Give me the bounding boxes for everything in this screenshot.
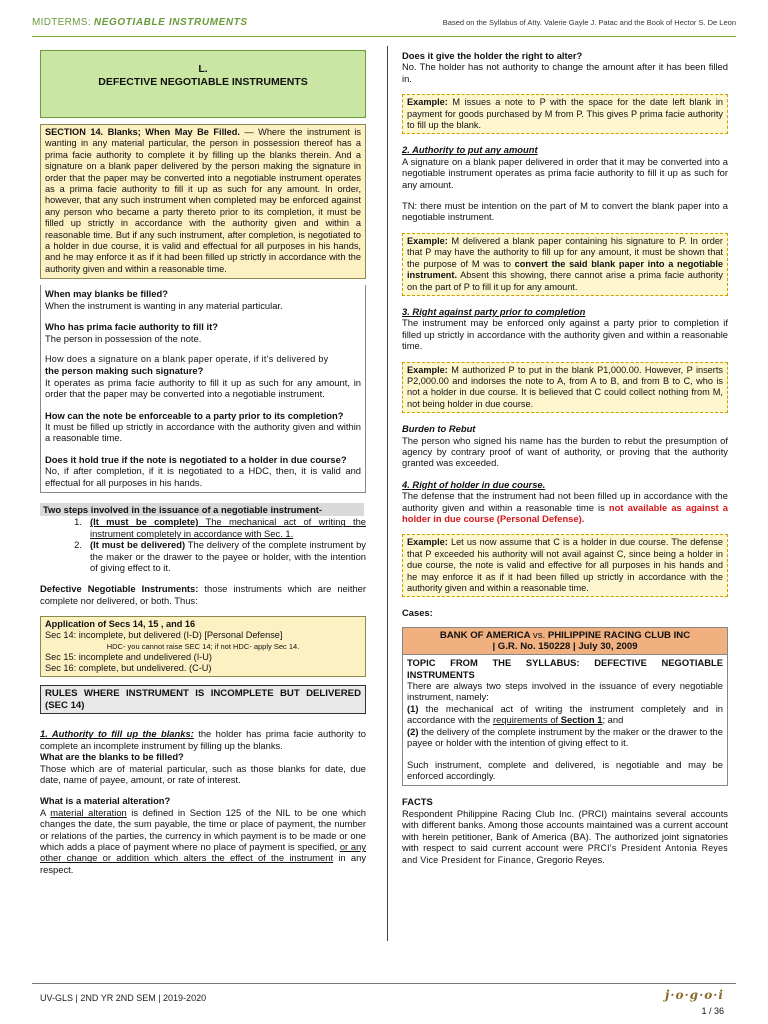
facts-text: Respondent Philippine Racing Club Inc. (PRCI) maintains several accounts with different banks. Among those accounts maintained was a current account with herein petitioner, Bank of America (BA). The authorized joint signatories with respect to said current account were PRCI's President Antonia Reyes and Vice President for Finance, Gregorio Reyes. [402,807,728,866]
list-item: 1. (It must be complete) The mechanical act of writing the instrument completely in accordance with Sec. 1. [74,516,366,539]
application-line: Sec 15: incomplete and undelivered (I-U) [45,652,212,663]
application-note: HDC- you cannot raise SEC 14; if not HDC- apply Sec 14. [106,642,300,652]
answer: When the instrument is wanting in any material particular. [45,299,283,311]
rule-2-text: A signature on a blank paper delivered in order that it may be converted into a negotiable instrument operates as prima facie authority to fill it up as such for any amount. [402,155,728,190]
header-source: Based on the Syllabus of Atty. Valerie Gayle J. Patac and the Book of Hector S. De Leon [442,18,736,27]
case-body [402,655,728,786]
page-header [32,17,736,33]
application-title: Application of Secs 14, 15 , and 16 [45,619,196,630]
case-gr-number: | G.R. No. 150228 | July 30, 2009 [492,641,638,653]
facts-head: FACTS [402,796,433,808]
rule-1-head: 1. Authority to fill up the blanks: [40,728,194,740]
section-number: L. [198,63,208,75]
defective-text: those instruments which are neither complete nor delivered, or both. Thus: [40,583,366,606]
burden-head: Burden to Rebut [402,423,476,435]
steps-list [40,516,366,573]
question: What is a material alteration? [40,795,171,807]
footer-text: UV-GLS | 2ND YR 2ND SEM | 2019-2020 [40,993,207,1003]
answer: Those which are of material particular, such as those blanks for date, due date, name of payee, amount, or rate of interest. [40,762,366,786]
section-title-box [40,50,366,118]
rules-title: RULES WHERE INSTRUMENT IS INCOMPLETE BUT DELIVERED (SEC 14) [40,685,366,714]
page-number: 1 / 36 [701,1006,724,1016]
question: What are the blanks to be filled? [40,751,184,763]
answer: A material alteration is defined in Section 125 of the NIL to be one which changes the date, the sum payable, the time or place of payment, the number or relations of the parties, the currency in which payment is to be made or one which adds a place of payment where no place of payment is specified, or any other change or addition which alters the effect of the instrument in any respect. [40,806,367,875]
answer: It must be filled up strictly in accordance with the authority given and within a reasonable time. [45,420,361,444]
section-14-box [40,124,366,279]
rule-4-head: 4. Right of holder in due course. [402,478,546,490]
question: Who has prima facie authority to fill it? [45,321,218,333]
teacher-note: TN: there must be intention on the part of M to convert the blank paper into a negotiable instrument. [402,200,728,223]
defective-head: Defective Negotiable Instruments: [40,583,199,595]
application-line: Sec 14: incomplete, but delivered (I-D) [Personal Defense] [45,630,283,641]
header-course: MIDTERMS: NEGOTIABLE INSTRUMENTS [32,17,248,28]
case-conclusion: Such instrument, complete and delivered, is negotiable and may be enforced accordingly. [407,758,723,781]
case-header: BANK OF AMERICA vs. PHILIPPINE RACING CLUB INC | G.R. No. 150228 | July 30, 2009 [402,627,728,655]
rule-3-text: The instrument may be enforced only against a party prior to completion if filled up strictly in accordance with the authority given and within a reasonable time. [402,317,728,352]
rule-2-head: 2. Authority to put any amount [402,144,538,156]
answer: It operates as prima facie authority to fill it up as such for any amount, in order that the paper may be converted into a negotiable instrument. [45,376,361,400]
topic-step: (2) the delivery of the complete instrument by the maker or the drawer to the payee or holder with the intention of giving effect to it. [407,725,723,749]
cases-label: Cases: [402,607,433,619]
rule-3-head: 3. Right against party prior to completion [402,305,586,317]
topic-text: There are always two steps involved in the issuance of every negotiable instrument, namely: [407,680,723,703]
answer: No. The holder has not authority to change the amount after it has been filled in. [402,61,728,84]
question: the person making such signature? [45,365,204,377]
answer: No, if after completion, if it is negotiated to a HDC, then, it is valid and effectual for all purposes in his hands. [45,465,361,488]
rule-4-text: The defense that the instrument had not been filled up in accordance with the authority given and within a reasonable time is not available as against a holder in due course (Personal Defense). [402,490,728,524]
footer-divider [32,983,736,984]
qa-box [40,285,366,493]
section-14-label: SECTION 14. Blanks; When May Be Filled. [45,127,240,137]
steps-title: Two steps involved in the issuance of a negotiable instrument- [40,503,364,516]
header-subject: NEGOTIABLE INSTRUMENTS [93,17,248,28]
application-line: Sec 16: complete, but undelivered. (C-U) [45,663,212,674]
topic-head: TOPIC FROM THE SYLLABUS: DEFECTIVE NEGOTIABLE INSTRUMENTS [407,657,723,680]
column-divider [387,46,388,941]
burden-text: The person who signed his name has the burden to rebut the presumption of agency by contrary proof of want of authority, or proving that the authority granted was exceeded. [402,434,728,469]
list-item: 2. (It must be delivered) The delivery of the complete instrument by the maker or the drawer to the payee or holder, with the intention of giving effect to it. [74,539,366,573]
example-box: Example: M delivered a blank paper containing his signature to P. In order that P may have the authority to fill up for any amount, it must be shown that the purpose of M was to convert the said blank paper into a negotiable instrument. Absent this showing, there cannot arise a prima facie authority on the part of P to fill it up for any amount. [402,233,728,296]
answer: The person in possession of the note. [45,332,202,344]
section-14-text: — Where the instrument is wanting in any material particular, the person in possession thereof has a prima facie authority to complete it by filling up the blanks therein. And a signature on a blank paper delivered by the person making the signature in order that the paper may be converted into a negotiable instrument operates as a prima facie authority to fill it up as such for any amount. In order, however, that any such instrument when completed may be enforced against any person who became a party thereto prior to its completion, it must be filled up strictly in accordance with the authority given and within a reasonable time. But if any such instrument, after completion, is negotiated to a holder in due course, it is valid and effectual for all purposes in his hands, and he may enforce it as if it had been filled up strictly in accordance with the authority given and within a reasonable time. [45,127,362,274]
right-column [402,50,728,867]
left-column [40,50,366,875]
question: How does a signature on a blank paper operate, if it's delivered by [45,353,329,364]
example-box: Example: Let us now assume that C is a holder in due course. The defense that P exceeded his authority will not avail against C, since being a holder in due course, the note is valid and effective for all purposes in his hands and he may enforce it as if it had been filled up strictly in accordance with the authority given and within a reasonable time. [402,534,728,597]
question: When may blanks be filled? [45,288,168,300]
question: Does it hold true if the note is negotiated to a holder in due course? [45,453,347,465]
section-title: DEFECTIVE NEGOTIABLE INSTRUMENTS [98,76,308,88]
topic-step: (1) the mechanical act of writing the instrument completely and in accordance with the requirements of Section 1; and [407,702,723,726]
question: How can the note be enforceable to a party prior to its completion? [45,409,344,421]
example-box: Example: M authorized P to put in the blank P1,000.00. However, P inserts P2,000.00 and indorses the note to A, from A to B, and from B to C, who is not a holder in due course. It is believed that C could collect nothing from M, not being holder in due course. [402,362,728,414]
footer-logo: j·o·g·o·i [664,988,724,1002]
application-box [40,616,366,677]
rule-1-text: the holder has prima facie authority to complete an incomplete instrument by filling up the blanks. [40,728,366,751]
example-box: Example: M issues a note to P with the space for the date left blank in payment for goods purchased by M from P. This gives P prima facie authority to fill up the blank. [402,94,728,134]
question: Does it give the holder the right to alter? [402,50,583,61]
header-divider [32,36,736,37]
